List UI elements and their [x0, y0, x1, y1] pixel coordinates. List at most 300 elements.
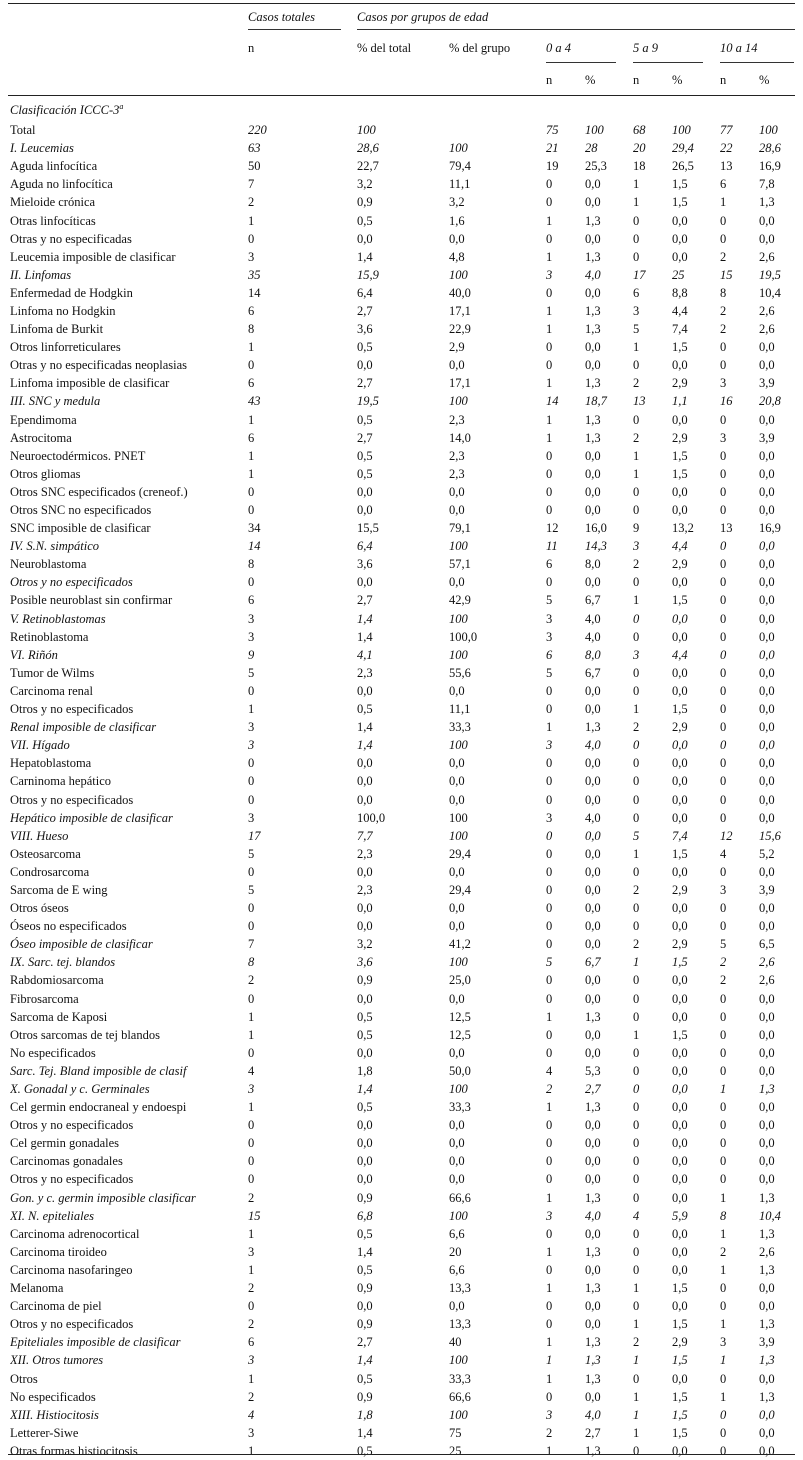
cell-value: 0: [248, 1172, 255, 1187]
cell-value: 0: [546, 285, 553, 300]
table-body: [10, 121, 800, 1460]
cell-value: 220: [248, 123, 267, 138]
cell-value: 40: [449, 1335, 462, 1350]
cell-value: 0,0: [759, 1299, 775, 1314]
row-label: Neuroblastoma: [10, 557, 87, 572]
cell-value: 25: [672, 267, 685, 282]
cell-value: 1,5: [672, 1353, 688, 1368]
cell-value: 0,9: [357, 1389, 373, 1404]
cell-value: 12: [720, 828, 733, 843]
cell-value: 0,0: [672, 973, 688, 988]
row-label: Otros y no especificados: [10, 792, 134, 807]
table-row: [10, 682, 800, 700]
cell-value: 4,0: [585, 267, 601, 282]
cell-value: 0,0: [759, 702, 775, 717]
row-label: Enfermedad de Hodgkin: [10, 285, 133, 300]
cell-value: 1,8: [357, 1407, 373, 1422]
cell-value: 0,9: [357, 195, 373, 210]
table-row: [10, 1333, 800, 1351]
table-row: [10, 827, 800, 845]
row-label: Otros óseos: [10, 901, 69, 916]
row-label: No especificados: [10, 1045, 96, 1060]
cell-value: 1,5: [672, 1317, 688, 1332]
cell-value: 1: [633, 702, 640, 717]
cell-value: 13: [720, 159, 733, 174]
cell-value: 15,9: [357, 267, 379, 282]
cell-value: 100: [449, 828, 468, 843]
data-table: [10, 121, 800, 1460]
cell-value: 50: [248, 159, 261, 174]
cell-value: 6: [248, 430, 255, 445]
cell-value: 8: [248, 955, 255, 970]
cell-value: 1: [546, 1371, 553, 1386]
table-row: [10, 1134, 800, 1152]
cell-value: 1,5: [672, 1281, 688, 1296]
header-pct-total: % del total: [357, 41, 412, 55]
cell-value: 0,5: [357, 448, 373, 463]
cell-value: 6: [546, 647, 553, 662]
cell-value: 1: [248, 1371, 255, 1386]
table-row: [10, 374, 800, 392]
cell-value: 29,4: [449, 846, 471, 861]
cell-value: 0: [546, 774, 553, 789]
cell-value: 2: [633, 430, 640, 445]
cell-value: 100: [449, 267, 468, 282]
cell-value: 4,4: [672, 303, 688, 318]
table-row: [10, 790, 800, 808]
cell-value: 0: [633, 1244, 640, 1259]
table-row: [10, 1116, 800, 1134]
cell-value: 57,1: [449, 557, 471, 572]
cell-value: 0,0: [672, 919, 688, 934]
cell-value: 0,0: [672, 629, 688, 644]
cell-value: 3: [248, 738, 255, 753]
cell-value: 0,0: [449, 484, 465, 499]
cell-value: 0,0: [672, 249, 688, 264]
table-row: [10, 1189, 800, 1207]
cell-value: 0: [546, 1299, 553, 1314]
cell-value: 0: [546, 991, 553, 1006]
cell-value: 0: [720, 412, 727, 427]
cell-value: 0: [720, 738, 727, 753]
table-row: [10, 356, 800, 374]
cell-value: 2: [720, 303, 727, 318]
cell-value: 2,3: [357, 882, 373, 897]
cell-value: 1,3: [585, 1100, 601, 1115]
cell-value: 1,3: [585, 1244, 601, 1259]
cell-value: 0: [720, 539, 727, 554]
cell-value: 0: [633, 1082, 640, 1097]
cell-value: 0: [633, 774, 640, 789]
cell-value: 0,0: [759, 864, 775, 879]
row-label: Carcinomas gonadales: [10, 1154, 123, 1169]
table-row: [10, 1225, 800, 1243]
cell-value: 3: [248, 1244, 255, 1259]
cell-value: 0,0: [585, 340, 601, 355]
cell-value: 0,0: [357, 484, 373, 499]
cell-value: 0: [720, 1136, 727, 1151]
cell-value: 0,0: [672, 738, 688, 753]
cell-value: 2: [546, 1425, 553, 1440]
table-row: [10, 519, 800, 537]
table-row: [10, 320, 800, 338]
cell-value: 6: [720, 177, 727, 192]
cell-value: 0: [633, 575, 640, 590]
table-row: [10, 139, 800, 157]
table-row: [10, 537, 800, 555]
row-label: Otros SNC no especificados: [10, 503, 152, 518]
row-label: Astrocitoma: [10, 430, 72, 445]
cell-value: 3,6: [357, 322, 373, 337]
cell-value: 0,5: [357, 340, 373, 355]
cell-value: 1,5: [672, 1425, 688, 1440]
table-row: [10, 935, 800, 953]
cell-value: 16,9: [759, 521, 781, 536]
cell-value: 5: [720, 937, 727, 952]
cell-value: 0: [633, 1371, 640, 1386]
row-label: Fibrosarcoma: [10, 991, 79, 1006]
cell-value: 13: [633, 394, 646, 409]
row-label: Epiteliales imposible de clasificar: [10, 1335, 181, 1350]
cell-value: 3: [720, 430, 727, 445]
cell-value: 68: [633, 123, 646, 138]
cell-value: 0,0: [672, 1172, 688, 1187]
cell-value: 8: [248, 557, 255, 572]
row-label: Total: [10, 123, 36, 138]
row-label: Condrosarcoma: [10, 864, 90, 879]
cell-value: 0: [720, 575, 727, 590]
cell-value: 0,0: [449, 756, 465, 771]
cell-value: 0,0: [449, 575, 465, 590]
cell-value: 7,8: [759, 177, 775, 192]
cell-value: 1,3: [585, 303, 601, 318]
table-row: [10, 429, 800, 447]
cell-value: 1: [546, 1281, 553, 1296]
cell-value: 33,3: [449, 1100, 471, 1115]
cell-value: 2,9: [672, 430, 688, 445]
cell-value: 35: [248, 267, 261, 282]
cell-value: 100: [449, 1407, 468, 1422]
cell-value: 100: [449, 1082, 468, 1097]
cell-value: 0,0: [585, 195, 601, 210]
cell-value: 4: [248, 1063, 255, 1078]
cell-value: 4: [633, 1208, 640, 1223]
cell-value: 0: [248, 991, 255, 1006]
cell-value: 0: [633, 503, 640, 518]
table-row: [10, 465, 800, 483]
table-row: [10, 1170, 800, 1188]
table-row: [10, 1080, 800, 1098]
row-label: Linfoma no Hodgkin: [10, 303, 116, 318]
cell-value: 3: [248, 810, 255, 825]
cell-value: 0: [720, 448, 727, 463]
cell-value: 0: [720, 756, 727, 771]
cell-value: 0,0: [672, 1009, 688, 1024]
cell-value: 3,9: [759, 376, 775, 391]
cell-value: 50,0: [449, 1063, 471, 1078]
cell-value: 0,0: [585, 358, 601, 373]
row-label: Mieloide crónica: [10, 195, 96, 210]
table-row: [10, 1424, 800, 1442]
cell-value: 0,0: [672, 756, 688, 771]
table-row: [10, 230, 800, 248]
cell-value: 0: [546, 177, 553, 192]
cell-value: 1,5: [672, 1389, 688, 1404]
cell-value: 0,0: [759, 539, 775, 554]
table-row: [10, 1351, 800, 1369]
cell-value: 0,0: [585, 484, 601, 499]
cell-value: 0,0: [585, 828, 601, 843]
cell-value: 2,7: [585, 1425, 601, 1440]
cell-value: 0: [720, 1027, 727, 1042]
cell-value: 0: [720, 1371, 727, 1386]
cell-value: 0: [248, 1136, 255, 1151]
cell-value: 2,6: [759, 1244, 775, 1259]
cell-value: 0: [248, 774, 255, 789]
cell-value: 8: [720, 1208, 727, 1223]
cell-value: 19: [546, 159, 559, 174]
cell-value: 0,0: [759, 683, 775, 698]
row-label: Otros y no especificados: [10, 702, 134, 717]
cell-value: 1,4: [357, 1244, 373, 1259]
cell-value: 0,0: [759, 340, 775, 355]
cell-value: 2,3: [449, 448, 465, 463]
cell-value: 0,0: [449, 864, 465, 879]
cell-value: 100: [449, 955, 468, 970]
cell-value: 0: [720, 864, 727, 879]
cell-value: 0,0: [672, 1226, 688, 1241]
cell-value: 0,0: [672, 1299, 688, 1314]
cell-value: 0: [720, 231, 727, 246]
table-row: [10, 1243, 800, 1261]
top-rule: [8, 3, 795, 4]
cell-value: 2,6: [759, 322, 775, 337]
cell-value: 0: [633, 1009, 640, 1024]
cell-value: 1: [633, 1353, 640, 1368]
cell-value: 1,3: [759, 1082, 775, 1097]
cell-value: 0,0: [357, 1045, 373, 1060]
cell-value: 6,6: [449, 1226, 465, 1241]
cell-value: 0,0: [449, 1154, 465, 1169]
cell-value: 17: [248, 828, 261, 843]
cell-value: 0,0: [449, 1172, 465, 1187]
header-pct-5-9: %: [672, 73, 683, 87]
caption-superscript: a: [119, 101, 124, 111]
cell-value: 1,3: [759, 1353, 775, 1368]
cell-value: 3: [248, 629, 255, 644]
table-row: [10, 971, 800, 989]
header-rule: [8, 95, 795, 96]
cell-value: 1: [248, 1009, 255, 1024]
cell-value: 0: [720, 1425, 727, 1440]
cell-value: 0,0: [585, 991, 601, 1006]
cell-value: 0: [720, 1009, 727, 1024]
cell-value: 0,0: [759, 575, 775, 590]
cell-value: 0: [720, 466, 727, 481]
cell-value: 6,4: [357, 539, 373, 554]
cell-value: 2,7: [357, 430, 373, 445]
cell-value: 3: [546, 629, 553, 644]
cell-value: 8,0: [585, 557, 601, 572]
cell-value: 0,0: [672, 1154, 688, 1169]
row-label: Letterer-Siwe: [10, 1425, 79, 1440]
cell-value: 0,5: [357, 1371, 373, 1386]
cell-value: 11,1: [449, 177, 471, 192]
cell-value: 0: [546, 1317, 553, 1332]
table-row: [10, 1297, 800, 1315]
table-row: [10, 1442, 800, 1460]
cell-value: 0,0: [759, 1100, 775, 1115]
table-row: [10, 501, 800, 519]
cell-value: 0: [546, 195, 553, 210]
cell-value: 2: [633, 937, 640, 952]
cell-value: 1: [546, 430, 553, 445]
cell-value: 1,5: [672, 177, 688, 192]
table-row: [10, 591, 800, 609]
cell-value: 2: [633, 1335, 640, 1350]
cell-value: 1,5: [672, 955, 688, 970]
table-row: [10, 211, 800, 229]
cell-value: 0,0: [759, 991, 775, 1006]
row-label: Cel germin gonadales: [10, 1136, 119, 1151]
cell-value: 0,0: [672, 683, 688, 698]
row-label: Ependimoma: [10, 412, 77, 427]
cell-value: 14,0: [449, 430, 471, 445]
cell-value: 14: [248, 539, 261, 554]
cell-value: 2,3: [449, 412, 465, 427]
cell-value: 0,0: [585, 864, 601, 879]
cell-value: 3: [546, 1407, 553, 1422]
cell-value: 1: [546, 1443, 553, 1458]
cell-value: 0,0: [449, 231, 465, 246]
cell-value: 8,8: [672, 285, 688, 300]
cell-value: 0,0: [357, 1118, 373, 1133]
cell-value: 0: [546, 231, 553, 246]
cell-value: 0: [720, 720, 727, 735]
cell-value: 1: [248, 412, 255, 427]
cell-value: 2,9: [672, 882, 688, 897]
row-label: Otros gliomas: [10, 466, 81, 481]
cell-value: 0,0: [759, 738, 775, 753]
cell-value: 16,0: [585, 521, 607, 536]
cell-value: 0: [633, 991, 640, 1006]
row-label: IX. Sarc. tej. blandos: [10, 955, 116, 970]
cell-value: 0,0: [449, 683, 465, 698]
cell-value: 0,0: [759, 611, 775, 626]
row-label: XI. N. epiteliales: [10, 1208, 95, 1223]
row-label: VIII. Hueso: [10, 828, 69, 843]
cell-value: 0,0: [585, 774, 601, 789]
cell-value: 0: [720, 611, 727, 626]
cell-value: 18,7: [585, 394, 607, 409]
table-row: [10, 754, 800, 772]
row-label: Otros: [10, 1371, 38, 1386]
cell-value: 0,0: [449, 792, 465, 807]
cell-value: 4: [546, 1063, 553, 1078]
cell-value: 0,0: [672, 991, 688, 1006]
cell-value: 1: [546, 322, 553, 337]
header-n-10-14: n: [720, 73, 727, 87]
cell-value: 0: [720, 1045, 727, 1060]
table-row: [10, 1026, 800, 1044]
cell-value: 5,2: [759, 846, 775, 861]
cell-value: 0: [633, 738, 640, 753]
cell-value: 20: [449, 1244, 462, 1259]
cell-value: 2: [248, 1317, 255, 1332]
cell-value: 0,0: [585, 177, 601, 192]
cell-value: 0: [720, 901, 727, 916]
cell-value: 21: [546, 141, 559, 156]
cell-value: 1: [720, 1190, 727, 1205]
cell-value: 7: [248, 177, 255, 192]
cell-value: 2,7: [357, 303, 373, 318]
row-label: Hepatoblastoma: [10, 756, 92, 771]
cell-value: 18: [633, 159, 646, 174]
cell-value: 2,7: [357, 376, 373, 391]
cell-value: 1: [720, 1389, 727, 1404]
cell-value: 1: [546, 1335, 553, 1350]
cell-value: 3,2: [449, 195, 465, 210]
cell-value: 0,0: [759, 810, 775, 825]
table-row: [10, 1062, 800, 1080]
cell-value: 1,3: [585, 720, 601, 735]
cell-value: 4,1: [357, 647, 373, 662]
cell-value: 1: [720, 1353, 727, 1368]
cell-value: 0,0: [759, 1281, 775, 1296]
table-row: [10, 555, 800, 573]
cell-value: 0: [546, 864, 553, 879]
cell-value: 0: [248, 358, 255, 373]
cell-value: 0: [720, 1063, 727, 1078]
cell-value: 0: [633, 919, 640, 934]
cell-value: 0: [633, 792, 640, 807]
row-label: I. Leucemias: [10, 141, 74, 156]
cell-value: 6: [633, 285, 640, 300]
cell-value: 0,0: [672, 575, 688, 590]
cell-value: 15,6: [759, 828, 781, 843]
cell-value: 13,2: [672, 521, 694, 536]
table-row: [10, 772, 800, 790]
cell-value: 0: [633, 683, 640, 698]
cell-value: 1: [633, 1425, 640, 1440]
cell-value: 2,6: [759, 249, 775, 264]
cell-value: 0,5: [357, 213, 373, 228]
cell-value: 5: [248, 882, 255, 897]
cell-value: 0: [720, 810, 727, 825]
row-label: Otras y no especificadas: [10, 231, 132, 246]
cell-value: 7,4: [672, 322, 688, 337]
cell-value: 0: [720, 1407, 727, 1422]
cell-value: 0,0: [585, 231, 601, 246]
cell-value: 0,0: [759, 720, 775, 735]
cell-value: 0,0: [759, 231, 775, 246]
cell-value: 3: [248, 611, 255, 626]
cell-value: 6,4: [357, 285, 373, 300]
header-casos-totales: Casos totales: [248, 10, 316, 24]
cell-value: 0: [248, 792, 255, 807]
cell-value: 0,0: [585, 1317, 601, 1332]
cell-value: 1: [546, 1190, 553, 1205]
cell-value: 0: [546, 1118, 553, 1133]
cell-value: 29,4: [449, 882, 471, 897]
row-label: No especificados: [10, 1389, 96, 1404]
cell-value: 0,0: [672, 503, 688, 518]
cell-value: 1: [633, 1027, 640, 1042]
cell-value: 15,5: [357, 521, 379, 536]
cell-value: 0,0: [672, 864, 688, 879]
cell-value: 0: [633, 611, 640, 626]
cell-value: 0: [546, 1226, 553, 1241]
